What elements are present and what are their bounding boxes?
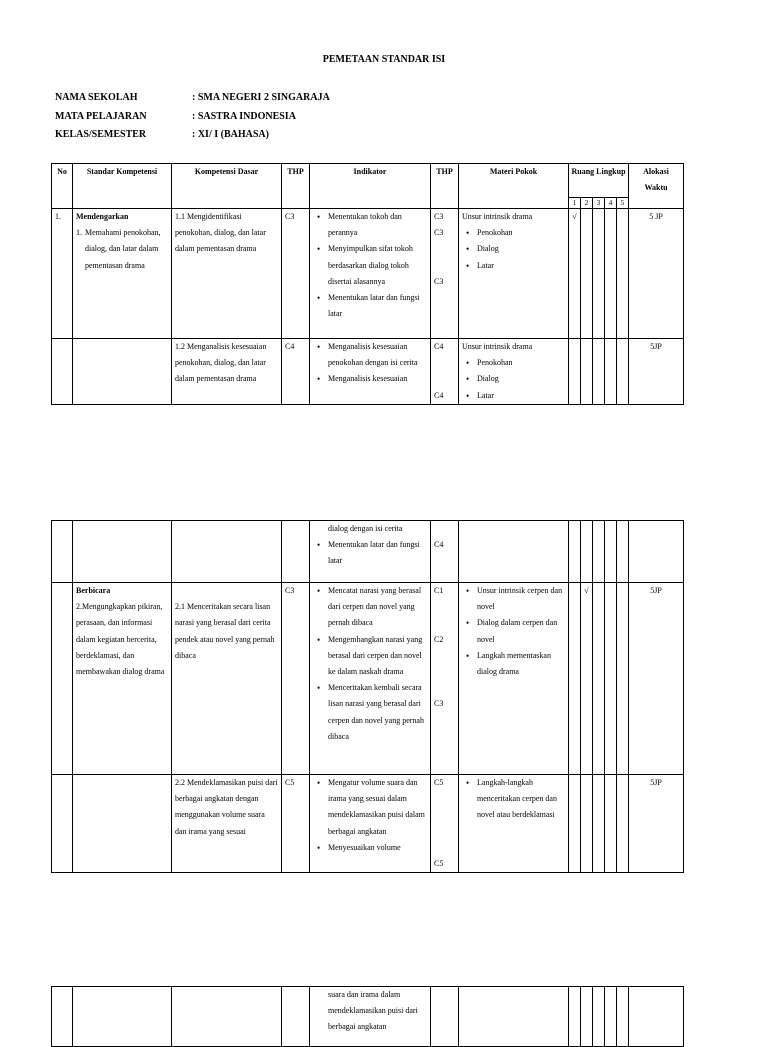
meta-label: MATA PELAJARAN	[55, 111, 147, 122]
check-mark: √	[569, 209, 581, 339]
table-row	[52, 209, 684, 339]
alokasi-waktu: 5JP	[629, 339, 684, 405]
materi-heading: Unsur intrinsik drama	[462, 342, 533, 351]
thp-level: C3	[434, 276, 444, 286]
list-item: • Menganalisis kesesuaian	[328, 371, 427, 387]
col-alokasi: Alokasi Waktu	[629, 164, 684, 209]
list-item: • Dialog	[477, 371, 565, 387]
materi-pokok	[459, 339, 569, 405]
alokasi-waktu: 5 JP	[629, 209, 684, 339]
thp-level: C5	[434, 858, 444, 868]
indikator-continued: suara dan irama dalam mendeklamasikan puisi dari berbagai angkatan	[328, 990, 418, 1032]
meta-class	[55, 129, 269, 140]
thp-level: C4	[434, 390, 444, 400]
list-item: • Menyimpulkan sifat tokoh berdasarkan dialog tokoh disertai alasannya	[328, 241, 427, 290]
kompetensi-dasar: 1.2 Menganalisis kesesuaian penokohan, dialog, dan latar dalam pementasan drama	[172, 339, 282, 405]
col-kd: Kompetensi Dasar	[172, 164, 282, 209]
header-row	[52, 164, 684, 198]
list-item: • Penokohan	[477, 225, 565, 241]
table-3-clip	[51, 986, 684, 1032]
thp: C3	[282, 583, 310, 775]
list-item: • Menentukan latar dan fungsi latar	[328, 290, 427, 322]
standar-kompetensi	[73, 209, 172, 339]
table-row	[52, 583, 684, 775]
alokasi-waktu: 5JP	[629, 583, 684, 775]
sk-text: Memahami penokohan, dialog, dan latar dalam pementasan drama	[85, 228, 161, 270]
page-title: PEMETAAN STANDAR ISI	[322, 54, 446, 65]
col-sk: Standar Kompetensi	[73, 164, 172, 209]
check-mark: √	[581, 583, 593, 775]
sub-col-3: 3	[593, 198, 605, 209]
thp-indikator	[431, 521, 459, 583]
ruang-cell	[581, 209, 593, 339]
indikator	[310, 339, 431, 405]
list-item: • Latar	[477, 388, 565, 404]
meta-subject	[55, 111, 296, 122]
list-item: • Menganalisis kesesuaian penokohan dengan isi cerita	[328, 339, 427, 371]
thp-level: C4	[434, 342, 444, 351]
thp: C5	[282, 775, 310, 873]
col-thp: THP	[282, 164, 310, 209]
sk-heading: Mendengarkan	[76, 212, 129, 221]
list-item: • Menentukan tokoh dan perannya	[328, 209, 427, 241]
meta-value: : SASTRA INDONESIA	[192, 111, 296, 122]
thp-indikator	[431, 583, 459, 775]
row-number: 1.	[52, 209, 73, 339]
materi-pokok	[459, 775, 569, 873]
indikator	[310, 583, 431, 775]
list-item: • Langkah mementaskan dialog drama	[477, 648, 565, 680]
thp-indikator	[431, 775, 459, 873]
ruang-cell	[617, 209, 629, 339]
list-item: • Mengatur volume suara dan irama yang sesuai dalam mendeklamasikan puisi dalam berbagai angkatan	[328, 775, 427, 840]
col-no: No	[52, 164, 73, 209]
thp-level: C3	[434, 699, 444, 709]
thp: C4	[282, 339, 310, 405]
mapping-table-3	[51, 986, 684, 1047]
list-item: • Langkah-langkah menceritakan cerpen dan novel atau berdeklamasi	[477, 775, 565, 824]
mapping-table-1	[51, 163, 684, 405]
ruang-cell	[593, 209, 605, 339]
table-row	[52, 987, 684, 1047]
meta-label: KELAS/SEMESTER	[55, 129, 147, 140]
sub-col-4: 4	[605, 198, 617, 209]
kompetensi-dasar: 2.2 Mendeklamasikan puisi dari berbagai angkatan dengan menggunakan volume suara dan irama yang sesuai	[172, 775, 282, 873]
indikator	[310, 209, 431, 339]
meta-value: : XI/ I (BAHASA)	[192, 129, 269, 140]
list-item: • Menentukan latar dan fungsi latar	[328, 537, 427, 569]
standar-kompetensi	[73, 583, 172, 775]
meta-label: NAMA SEKOLAH	[55, 92, 138, 103]
col-thp: THP	[431, 164, 459, 209]
materi-pokok	[459, 583, 569, 775]
thp-level: C3	[434, 228, 444, 238]
thp-indikator	[431, 209, 459, 339]
thp-level: C3	[434, 212, 444, 221]
thp-level: C4	[434, 540, 444, 550]
indikator	[310, 521, 431, 583]
list-item: • Unsur intrinsik cerpen dan novel	[477, 583, 565, 615]
col-ruang-lingkup: Ruang Lingkup	[569, 164, 629, 198]
col-materi: Materi Pokok	[459, 164, 569, 209]
meta-school	[55, 92, 330, 103]
list-item: • Dialog dalam cerpen dan novel	[477, 615, 565, 647]
list-item: • Dialog	[477, 241, 565, 257]
thp-indikator	[431, 339, 459, 405]
table-row	[52, 775, 684, 873]
list-item: • Penokohan	[477, 355, 565, 371]
sk-text: 2.Mengungkapkan pikiran, perasaan, dan informasi dalam kegiatan bercerita, berdeklamasi, dan membawakan dialog drama	[76, 602, 165, 677]
list-item: • Mencatat narasi yang berasal dari cerpen dan novel yang pernah dibaca	[328, 583, 427, 632]
indikator-continued: dialog dengan isi cerita	[328, 524, 403, 533]
sk-number: 1.	[76, 228, 82, 238]
kompetensi-dasar: 1.1 Mengidentifikasi penokohan, dialog, dan latar dalam pementasan drama	[172, 209, 282, 339]
mapping-table-2	[51, 520, 684, 873]
thp-level: C1	[434, 586, 444, 595]
list-item: • Menyesuaikan volume	[328, 840, 427, 856]
indikator	[310, 775, 431, 873]
kompetensi-dasar: 2.1 Menceritakan secara lisan narasi yang berasal dari cerita pendek atau novel yang pernah dibaca	[172, 583, 282, 775]
sub-col-5: 5	[617, 198, 629, 209]
list-item: • Mengembangkan narasi yang berasal dari cerpen dan novel ke dalam naskah drama	[328, 632, 427, 681]
sub-col-2: 2	[581, 198, 593, 209]
table-row	[52, 339, 684, 405]
list-item: • Menceritakan kembali secara lisan narasi yang berasal dari cerpen dan novel yang pernah dibaca	[328, 680, 427, 745]
materi-heading: Unsur intrinsik drama	[462, 212, 533, 221]
thp-level: C5	[434, 778, 444, 787]
alokasi-waktu: 5JP	[629, 775, 684, 873]
table-row	[52, 521, 684, 583]
meta-value: : SMA NEGERI 2 SINGARAJA	[192, 92, 330, 103]
thp-level: C2	[434, 634, 444, 644]
sk-heading: Berbicara	[76, 586, 111, 595]
sub-col-1: 1	[569, 198, 581, 209]
materi-pokok	[459, 209, 569, 339]
list-item: • Latar	[477, 258, 565, 274]
col-indikator: Indikator	[310, 164, 431, 209]
thp: C3	[282, 209, 310, 339]
ruang-cell	[605, 209, 617, 339]
indikator	[310, 987, 431, 1047]
